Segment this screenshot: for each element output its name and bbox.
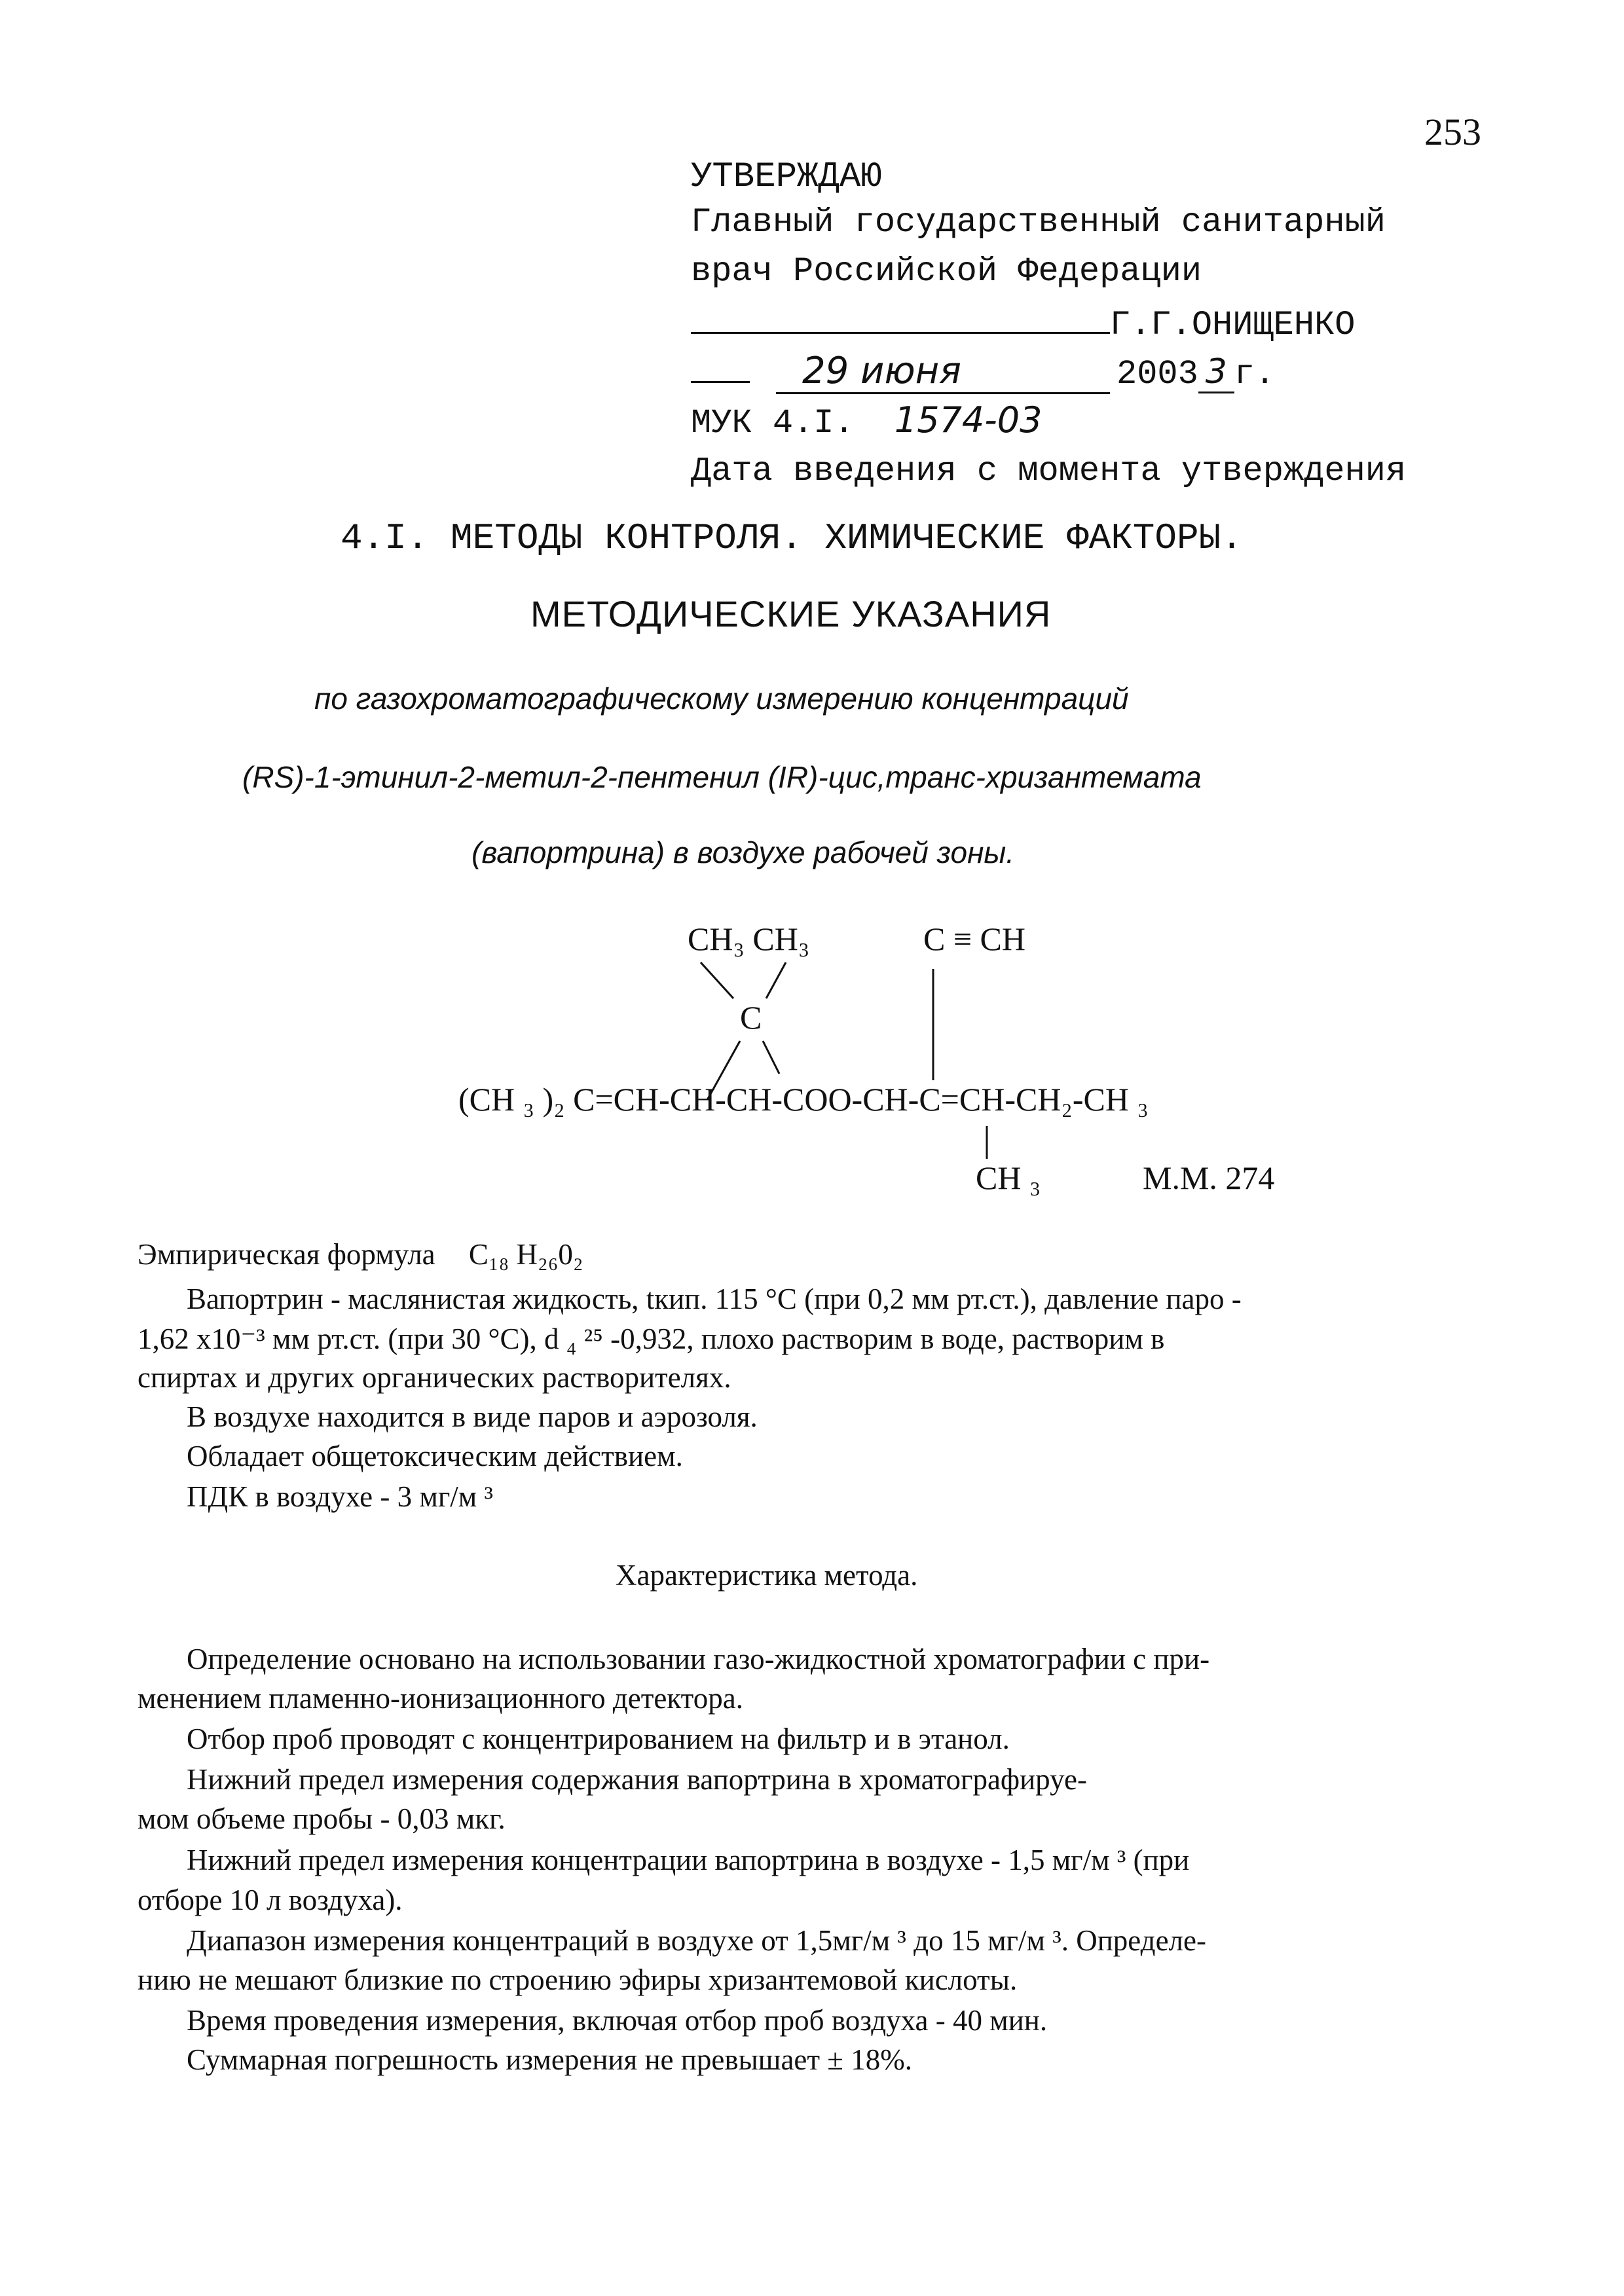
subtitle-line3: (вапортрина) в воздухе рабочей зоны. [471,835,1015,869]
method-p1-line1: Определение основано на использовании газо-жидкостной хроматографии с при- [187,1643,1210,1675]
method-p2: Отбор проб проводят с концентрированием на фильтр и в этанол. [187,1722,1010,1755]
date-year: 2003 [1116,355,1198,393]
approval-stamp: УТВЕРЖДАЮ [691,157,882,197]
formula-center-c: C [740,999,762,1036]
page-number: 253 [1424,111,1481,153]
approval-title-line1: Главный государственный санитарный [691,203,1386,242]
toxicity: Обладает общетоксическим действием. [187,1440,683,1472]
date-handwritten: 29 июня [776,350,1110,394]
empirical-label: Эмпирическая формула [138,1238,435,1271]
date-suffix: г. [1234,355,1276,393]
method-p4-line1: Нижний предел измерения концентрации вапортрина в воздухе - 1,5 мг/м ³ (при [187,1844,1190,1876]
method-p5-line2: нию не мешают близкие по строению эфиры хризантемовой кислоты. [138,1963,1018,1996]
formula-top-right: C ≡ CH [923,920,1026,957]
subtitle-line2: (RS)-1-этинил-2-метил-2-пентенил (IR)-цис,транс-хризантемата [242,760,1202,794]
signatory-name: Г.Г.ОНИЩЕНКО [1110,306,1356,344]
formula-top-left: CH₃ CH₃ [688,920,810,957]
bond-ch3-right [766,962,786,998]
muk-label: МУК 4.I. [691,404,855,443]
method-p6: Время проведения измерения, включая отбор проб воздуха - 40 мин. [187,2004,1048,2037]
section-heading: 4.I. МЕТОДЫ КОНТРОЛЯ. ХИМИЧЕСКИЕ ФАКТОРЫ. [341,517,1243,559]
description-line1: Вапортрин - маслянистая жидкость, tкип. 115 °C (при 0,2 мм рт.ст.), давление паро - [187,1283,1242,1315]
effective-date: Дата введения с момента утверждения [691,452,1407,490]
method-p3-line2: мом объеме пробы - 0,03 мкг. [138,1802,506,1835]
subtitle-line1: по газохроматографическому измерению концентраций [314,682,1129,716]
bond-c-right [763,1041,779,1074]
method-p7: Суммарная погрешность измерения не превышает ± 18%. [187,2043,912,2076]
method-p3-line1: Нижний предел измерения содержания вапортрина в хроматографируе- [187,1763,1087,1796]
method-heading: Характеристика метода. [616,1559,918,1592]
bond-ch3-left [701,962,733,998]
air-state: В воздухе находится в виде паров и аэрозоля. [187,1400,758,1433]
method-p5-line1: Диапазон измерения концентраций в воздухе от 1,5мг/м ³ до 15 мг/м ³. Определе- [187,1924,1206,1957]
muk-number-handwritten: 1574-03 [894,399,1043,441]
method-p1-line2: менением пламенно-ионизационного детектора. [138,1682,743,1715]
pdk-value: ПДК в воздухе - 3 мг/м ³ [187,1480,493,1513]
formula-main-chain: (CH ₃ )₂ C=CH-CH-CH-COO-CH-C=CH-CH₂-CH ₃ [458,1081,1149,1118]
document-title: МЕТОДИЧЕСКИЕ УКАЗАНИЯ [530,593,1052,634]
empirical-formula-line [138,1237,583,1271]
approval-title-line2: врач Российской Федерации [691,252,1202,291]
formula-bottom-ch3: CH ₃ [976,1159,1041,1196]
empirical-formula: C₁₈ H₂₆0₂ [468,1238,583,1271]
molecular-mass: M.M. 274 [1143,1159,1275,1196]
description-line2: 1,62 х10⁻³ мм рт.ст. (при 30 °С), d ₄ ²⁵ -0,932, плохо растворим в воде, растворим в [138,1322,1165,1355]
description-line3: спиртах и других органических растворителях. [138,1361,731,1394]
method-p4-line2: отборе 10 л воздуха). [138,1884,403,1916]
date-year-hand: 3 [1198,352,1234,393]
